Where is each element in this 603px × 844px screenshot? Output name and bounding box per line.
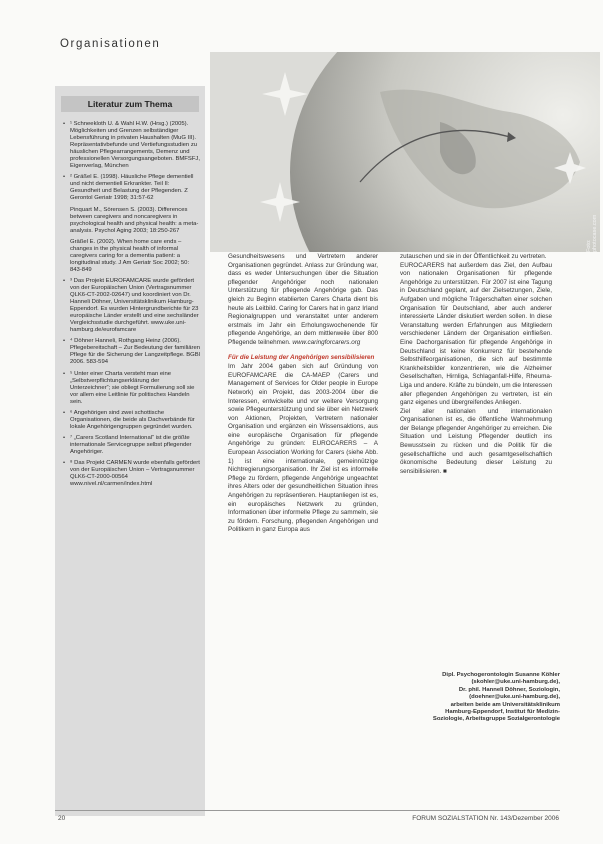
author-info: [400, 672, 560, 724]
photo-credit: Foto: photocase.com: [586, 214, 598, 252]
reference-list: [55, 118, 205, 488]
caring-for-carers-link[interactable]: www.caringforcarers.org: [292, 338, 361, 346]
reference-item: • ² Gräßel E. (1998). Häusliche Pflege dementiell und nicht dementiell Erkrankter. Teil II: Gesundheit und Belastung der Pflegenden. Z Gerontol Geriatr 1998; 31:57-62: [64, 174, 200, 202]
globe-photo: [210, 52, 600, 252]
author-line: (skohler@uke.uni-hamburg.de),: [471, 679, 560, 686]
footer-divider: [55, 810, 560, 811]
reference-item: • ⁶ Angehörigen sind zwei schottische Organisationen, die beide als Dachverbände für lokale Angehörigengruppen gegründet wurden.: [64, 410, 200, 431]
article-column-1: [228, 253, 378, 535]
literature-sidebar: [55, 86, 205, 816]
reference-item: Pinquart M., Sörensen S. (2003). Differences between caregivers and noncaregivers in psychological health and physical health: a meta-analysis. Psychol Aging 2003; 18:250-267: [70, 206, 199, 234]
page-number: 20: [58, 815, 66, 822]
reference-item: • ¹ Schneekloth U. & Wahl H.W. (Hrsg.) (2005). Möglichkeiten und Grenzen selbständiger Lebensführung in privaten Haushalten (MuG III). Repräsentativbefunde und Vertiefungsstudien zu häuslichen Pflegearrangements, Demenz und professionellen Versorgungsangeboten. BMFSFJ, Eigenverlag, München: [64, 121, 200, 170]
journal-name: FORUM SOZIALSTATION Nr. 143/Dezember 2006: [412, 815, 559, 822]
author-line: Hamburg-Eppendorf, Institut für Medizin-: [445, 709, 560, 716]
reference-item: • ⁵ Unter einer Charta versteht man eine „Selbstverpflichtungserklärung der Unterzeichner“; sie obliegt Formulierung soll sie vor allem eine Leitlinie für politisches Handeln sein.: [64, 371, 200, 406]
section-title: Organisationen: [60, 38, 161, 50]
paragraph: zutauschen und sie in der Öffentlichkeit zu vertreten.: [400, 253, 547, 260]
subheading: Für die Leistung der Angehörigen sensibilisieren: [228, 353, 375, 361]
reference-item: • ³ Das Projekt EUROFAMCARE wurde gefördert von der Europäischen Union (Vertragsnummer QLK6-CT-2002-02647) und koordiniert von Dr. Hanneli Döhner, Universitätsklinikum Hamburg-Eppendorf. Es wurden Hintergrundberichte für 23 europäische Länder erstellt und eine sechsländer Vergleichsstudie durchgeführt. www.uke.uni-hamburg.de/eurofamcare: [64, 278, 200, 334]
reference-item: • ⁴ Döhner Hanneli, Rothgang Heinz (2006). Pflegebereitschaft – Zur Bedeutung der familiären Pflege für die Sicherung der Langzeitpflege. BGBl 2006. 583-594: [64, 338, 200, 366]
paragraph: Im Jahr 2004 gaben sich auf Gründung von EUROFAMCARE die CA-MAEP (Carers und Management of Services for Older people in Europe Network) ein Projekt, das 2003-2004 über die Interessen, entwickelte und vor weitere Versorgung sowie Pflegeunterstützung und sie über ein Netzwerk von Aktionen, Projekten, Vertretern nationaler Organisation und ergänzen ein Wissensaktions, aus eine europäische Organisation für pflegende Angehörige zu gründen: EUROCARERS – A European Association Working for Carers (siehe Abb. 1) ist eine internationale, gemeinnützige Nichtregierungsorganisation. Ihr Ziel ist es informelle Pflege zu fördern, pflegende Angehörige ungeachtet ihres Alters oder der gesundheitlichen Situation ihres Angehörigen zu repräsentieren. Hauptanliegen ist es, ein europäisches Netzwerk zu gründen, Informationen über informelle Pflege zu sammeln, sie zu fördern. Forschung, pflegenden Angehörigen und Politikern in ganz Europa aus: [228, 363, 378, 534]
article-column-2: [400, 253, 552, 476]
globe-illustration: [210, 52, 600, 252]
reference-item: • ⁸ Das Projekt CARMEN wurde ebenfalls gefördert von der Europäischen Union – Vertragsnummer QLK6-CT-2000-00564 www.nivel.nl/carmen/index.html: [64, 460, 200, 488]
paragraph: Ziel aller nationalen und internationalen Organisationen ist es, die öffentliche Wahrnehmung der Belange pflegender Angehöriger zu erreichen. Die Situation und Leistung Pflegender deutlich ins Bewusstsein zu rücken und die Politik für die gesellschaftliche und auch gesamtgesellschaftlich ökonomische Bedeutung dieser Leistung zu sensibilisieren. ■: [400, 407, 552, 475]
paragraph: EUROCARERS hat außerdem das Ziel, den Aufbau von nationalen Organisationen für pflegende Angehörige zu unterstützen. Für 2007 ist eine Tagung in Deutschland geplant, auf der Zielsetzungen, Ziele, Aufgaben und mögliche Trägerschaften einer solchen Organisation für Deutschland, aber auch anderer interessierte Länder diskutiert werden sollen. In diese Veranstaltung werden Erfahrungen aus Mitgliedern verschiedener Ländern der Organisation einfließen. Eine Dachorganisation für pflegende Angehörige in Deutschland ist keine Konkurrenz für bestehende Selbsthilfeorganisationen, die sich auf bestimmte Krankheitsbilder konzentrieren, wie die Alzheimer Gesellschaften, Hirnliga, Schlaganfall-Hilfe, Rheuma-Liga und andere. Kräfte zu bündeln, um die Interessen aller pflegenden Angehörigen zu vertreten, ist ein ganz eigenes und übergreifendes Anliegen.: [400, 261, 552, 407]
reference-item: • ⁷ „Carers Scotland International“ ist die größte internationale Servicegruppe selbst pflegender Angehöriger.: [64, 435, 200, 456]
sidebar-title: Literatur zum Thema: [61, 96, 199, 112]
author-line: arbeiten beide am Universitätsklinikum: [450, 701, 560, 708]
reference-item: Gräßel E. (2002). When home care ends – changes in the physical health of informal caregivers caring for a dementia patient: a longitudinal study. J Am Geriatr Soc 2002; 50: 843-849: [70, 238, 190, 273]
paragraph: Gesundheitswesens und Vertretern anderer Organisationen gegründet. Anlass zur Gründung war, dass es weder Untersuchungen über die Situation pflegender Angehöriger noch nationalen Unterstützung für pflegende Angehörige gab. Das gleich zu Beginn etablierten Carers Charta dient bis heute als Leitbild. Caring for Carers hat in ganz Irland Regionalgruppen und veranstaltet unter anderem erstmals im Jahr ein Erholungswochenende für pflegende Angehörige, an dem mittlerweile über 800 Pflegende teilnehmen.: [228, 253, 378, 346]
author-line: Dr. phil. Hanneli Döhner, Soziologin,: [458, 686, 560, 693]
author-line: (doehner@uke.uni-hamburg.de),: [469, 694, 560, 701]
author-line: Dipl. Psychogerontologin Susanne Köhler: [442, 672, 560, 678]
author-line: Soziologie, Arbeitsgruppe Sozialgerontologie: [432, 716, 560, 723]
